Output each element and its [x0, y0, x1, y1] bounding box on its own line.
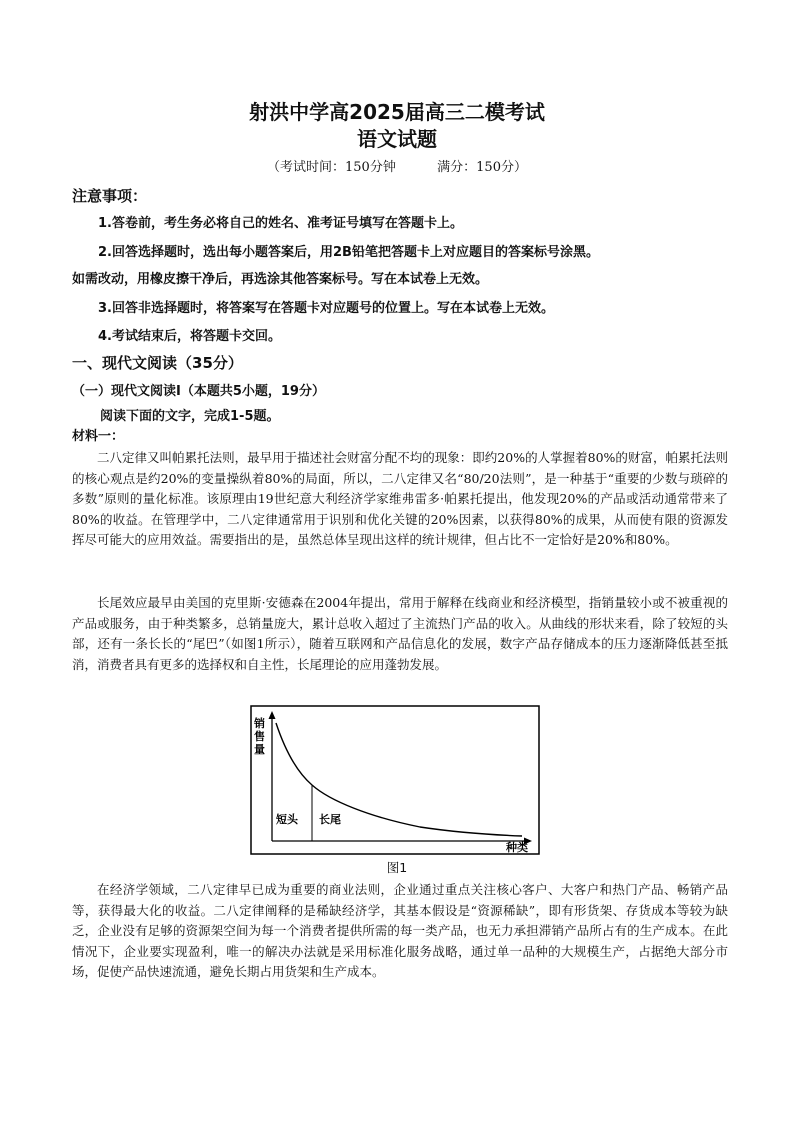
subject-title: 语文试题: [357, 127, 437, 151]
long-tail-chart: [250, 705, 540, 855]
figure-caption: 图1: [386, 860, 408, 875]
exam-title: 射洪中学高2025届高三二模考试: [249, 100, 545, 124]
y-axis-label: 销 售 量: [254, 717, 265, 756]
material-paragraph: 长尾效应最早由美国的克里斯·安德森在2004年提出，常用于解释在线商业和经济模型，指销量较小或不被重视的产品或服务，由于种类繁多，总销量庞大，累计总收入超过了主流热门产品的收入。从曲线的形状来看，除了较短的头部，还有一条长长的“尾巴”（如图1所示），随着互联网和产品信息化的发展，数字产品存储成本的压力逐渐降低甚至抵消，消费者具有更多的选择权和自主性，长尾理论的应用蓬勃发展。: [72, 595, 728, 672]
material-label: 材料一：: [72, 429, 125, 444]
long-tail-curve: [276, 723, 522, 836]
long-tail-figure: [250, 705, 540, 859]
sub-section-heading: （一）现代文阅读Ⅰ（本题共5小题，19分）: [72, 384, 325, 399]
notice-heading: 注意事项：: [72, 187, 148, 205]
y-axis-arrow: [269, 711, 276, 719]
material-paragraph: 二八定律又叫帕累托法则，最早用于描述社会财富分配不均的现象：即约20%的人掌握着80%的财富，帕累托法则的核心观点是约20%的变量操纵着80%的局面，所以，二八定律又名“80/20法则”，是一种基于“重要的少数与琐碎的多数”原则的量化标准。该原理由19世纪意大利经济学家维弗雷多·帕累托提出，他发现20%的产品或活动通常带来了80%的收益。在管理学中，二八定律通常用于识别和优化关键的20%因素，以获得80%的成果，从而使有限的资源发挥尽可能大的应用效益。需要指出的是，虽然总体呈现出这样的统计规律，但占比不一定恰好是20%和80%。: [72, 450, 728, 547]
notice-item: 1.答卷前，考生务必将自己的姓名、准考证号填写在答题卡上。: [98, 216, 463, 231]
x-axis-label: 种类: [506, 841, 528, 854]
figure-frame: [251, 706, 539, 854]
notice-item: 2.回答选择题时，选出每小题答案后，用2B铅笔把答题卡上对应题目的答案标号涂黑。: [98, 245, 599, 260]
exam-info: （考试时间：150分钟 满分：150分）: [267, 160, 527, 175]
notice-item: 如需改动，用橡皮擦干净后，再选涂其他答案标号。写在本试卷上无效。: [72, 272, 489, 287]
notice-item: 4.考试结束后，将答题卡交回。: [98, 329, 281, 344]
notice-item: 3.回答非选择题时，将答案写在答题卡对应题号的位置上。写在本试卷上无效。: [98, 301, 554, 316]
tail-region-label: 长尾: [319, 813, 341, 826]
reading-instruction: 阅读下面的文字，完成1-5题。: [100, 409, 280, 424]
head-region-label: 短头: [276, 813, 298, 826]
material-paragraph: 在经济学领域，二八定律早已成为重要的商业法则，企业通过重点关注核心客户、大客户和热门产品、畅销产品等，获得最大化的收益。二八定律阐释的是稀缺经济学，其基本假设是“资源稀缺”，即有形货架、存货成本等较为缺乏，企业没有足够的资源架空间为每一个消费者提供所需的每一类产品，也无力承担滞销产品所占有的生产成本。在此情况下，企业要实现盈利，唯一的解决办法就是采用标准化服务战略，通过单一品种的大规模生产，占据绝大部分市场，促使产品快速流通，避免长期占用货架和生产成本。: [72, 882, 728, 979]
section-heading: 一、现代文阅读（35分）: [72, 354, 243, 372]
